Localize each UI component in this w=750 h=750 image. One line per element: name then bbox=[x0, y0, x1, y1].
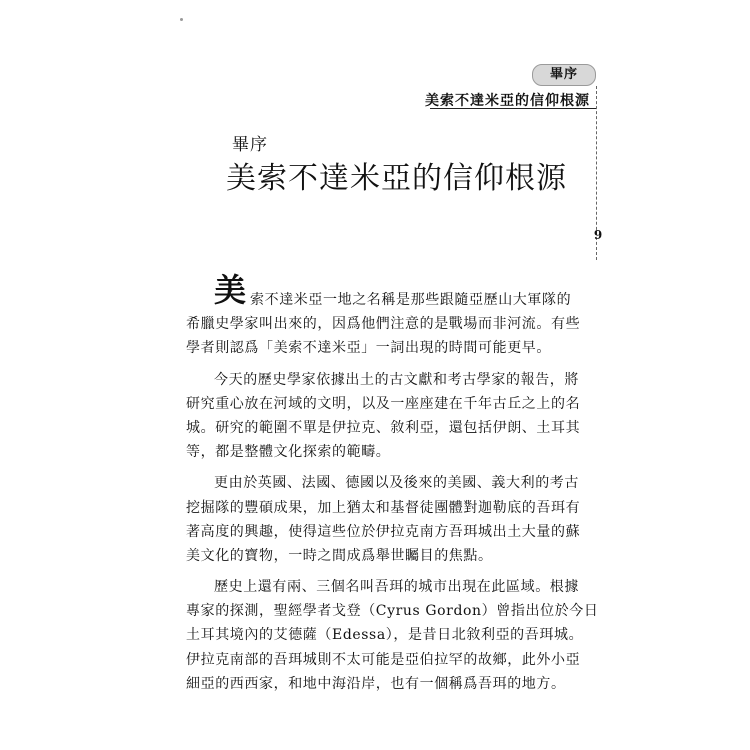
paragraph-4-line-3: 土耳其境內的艾德薩（Edessa），是昔日北敘利亞的吾珥城。 bbox=[186, 627, 584, 644]
paragraph-3-line-1: 更由於英國、法國、德國以及後來的美國、義大利的考古 bbox=[214, 475, 579, 492]
paragraph-1-line-2: 希臘史學家叫出來的，因爲他們注意的是戰場而非河流。有些 bbox=[186, 316, 581, 333]
running-header-tab: 畢序 bbox=[532, 64, 596, 86]
paragraph-3-line-2: 挖掘隊的豐碩成果，加上猶太和基督徒團體對迦勒底的吾珥有 bbox=[186, 499, 581, 516]
body-text bbox=[186, 271, 606, 696]
paragraph-1-line-3: 學者則認爲「美索不達米亞」一詞出現的時間可能更早。 bbox=[186, 340, 551, 357]
scan-speck bbox=[180, 18, 183, 21]
paragraph-2-line-1: 今天的歷史學家依據出土的古文獻和考古學家的報告，將 bbox=[214, 371, 579, 388]
chapter-label: 畢序 bbox=[232, 135, 268, 155]
paragraph-4-line-2: 專家的探測，聖經學者戈登（Cyrus Gordon）曾指出位於今日 bbox=[186, 603, 599, 620]
header-rule bbox=[430, 108, 596, 109]
running-header-title: 美索不達米亞的信仰根源 bbox=[425, 93, 590, 109]
paragraph-2-line-3: 城。研究的範圍不單是伊拉克、敘利亞，還包括伊朗、土耳其 bbox=[186, 419, 581, 436]
paragraph-3-line-4: 美文化的寶物，一時之間成爲舉世矚目的焦點。 bbox=[186, 547, 493, 564]
paragraph-4-line-4: 伊拉克南部的吾珥城則不太可能是亞伯拉罕的故鄉，此外小亞 bbox=[186, 651, 581, 668]
paragraph-1-line-1-text: 索不達米亞一地之名稱是那些跟隨亞歷山大軍隊的 bbox=[250, 292, 572, 308]
paragraph-2-line-2: 研究重心放在河域的文明，以及一座座建在千年古丘之上的名 bbox=[186, 395, 581, 412]
chapter-title: 美索不達米亞的信仰根源 bbox=[226, 161, 567, 196]
paragraph-4-line-5: 細亞的西西家，和地中海沿岸，也有一個稱爲吾珥的地方。 bbox=[186, 675, 566, 692]
drop-cap: 美 bbox=[214, 271, 247, 309]
page-number: 9 bbox=[593, 228, 603, 242]
paragraph-2-line-4: 等，都是整體文化探索的範疇。 bbox=[186, 444, 391, 461]
paragraph-4-line-1: 歷史上還有兩、三個名叫吾珥的城市出現在此區域。根據 bbox=[214, 579, 579, 596]
paragraph-1-line-1 bbox=[186, 271, 606, 312]
paragraph-3-line-3: 著高度的興趣，使得這些位於伊拉克南方吾珥城出土大量的蘇 bbox=[186, 523, 581, 540]
